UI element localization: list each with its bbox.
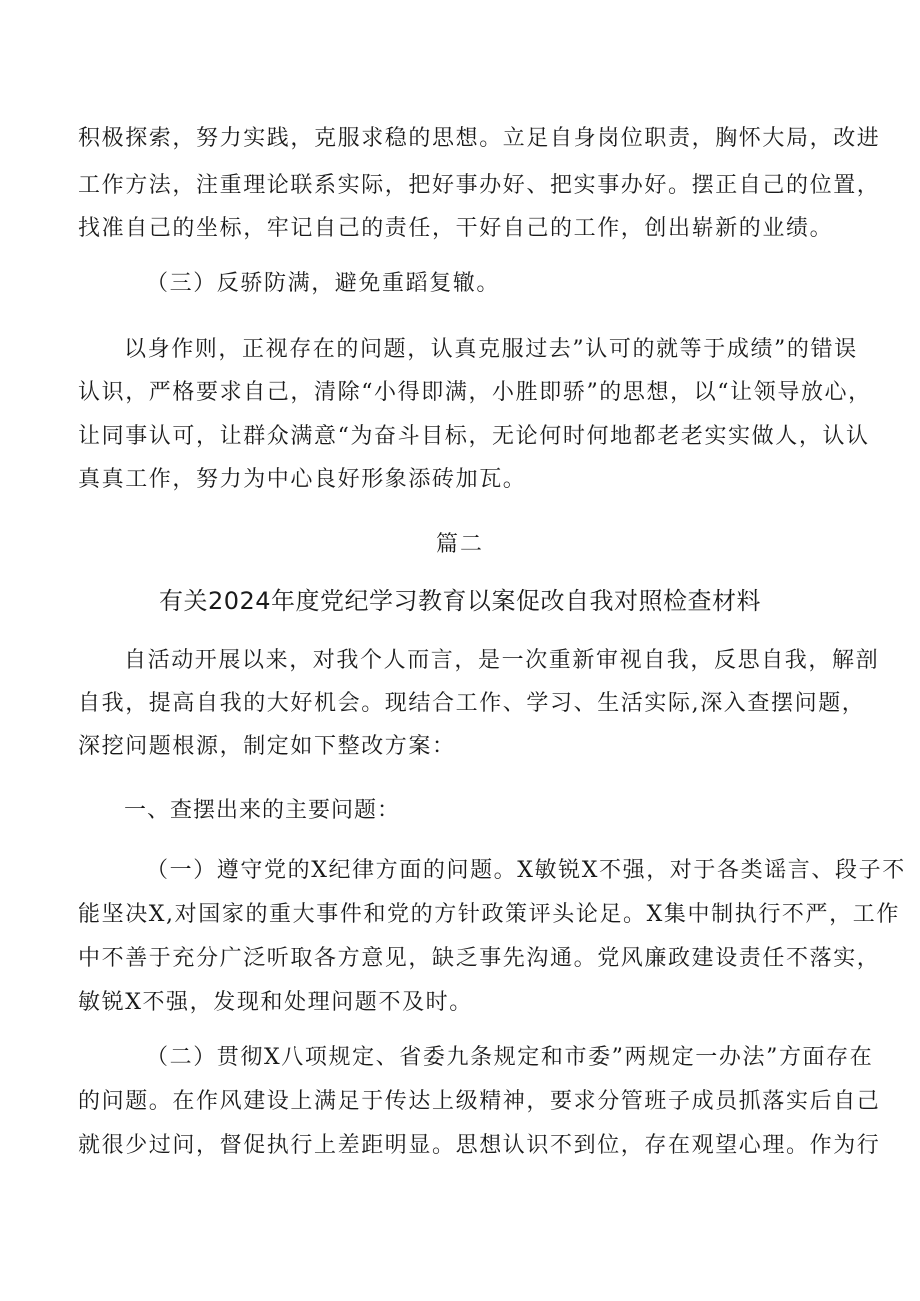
document-title: 有关2024年度党纪学习教育以案促改自我对照检查材料: [158, 587, 762, 615]
intro-paragraph-line-1: 自活动开展以来，对我个人而言，是一次重新审视自我，反思自我，解剖: [124, 648, 880, 673]
item-one-line-4: 敏锐X不强，发现和处理问题不及时。: [78, 990, 473, 1015]
sub-heading-three: （三）反骄防满，避免重蹈复辙。: [146, 271, 501, 296]
intro-paragraph-line-2: 自我，提高自我的大好机会。现结合工作、学习、生活实际,深入查摆问题，: [78, 691, 866, 716]
continued-paragraph-line-2: 工作方法，注重理论联系实际，把好事办好、把实事办好。摆正自己的位置，: [78, 173, 881, 198]
paragraph-three-line-2: 认识，严格要求自己，清除“小得即满，小胜即骄”的思想，以“让领导放心，: [78, 380, 872, 405]
section-heading-one: 一、查摆出来的主要问题：: [124, 798, 401, 823]
item-two-line-3: 就很少过问，督促执行上差距明显。思想认识不到位，存在观望心理。作为行: [78, 1133, 881, 1158]
paragraph-three-line-1: 以身作则，正视存在的问题，认真克服过去”认可的就等于成绩”的错误: [124, 337, 858, 362]
chapter-label: 篇二: [435, 532, 484, 557]
continued-paragraph-line-3: 找准自己的坐标，牢记自己的责任，干好自己的工作，创出崭新的业绩。: [78, 216, 834, 241]
item-two-line-2: 的问题。在作风建设上满足于传达上级精神，要求分管班子成员抓落实后自己: [78, 1089, 881, 1114]
continued-paragraph-line-1: 积极探索，努力实践，克服求稳的思想。立足自身岗位职责，胸怀大局，改进: [78, 126, 881, 151]
item-two-line-1: （二）贯彻X八项规定、省委九条规定和市委”两规定一办法”方面存在: [146, 1045, 874, 1070]
paragraph-three-line-4: 真真工作，努力为中心良好形象添砖加瓦。: [78, 467, 527, 492]
item-one-line-3: 中不善于充分广泛听取各方意见，缺乏事先沟通。党风廉政建设责任不落实，: [78, 946, 881, 971]
item-one-line-2: 能坚决X,对国家的重大事件和党的方针政策评头论足。X集中制执行不严，工作: [78, 902, 900, 927]
intro-paragraph-line-3: 深挖问题根源，制定如下整改方案：: [78, 734, 456, 759]
item-one-line-1: （一）遵守党的X纪律方面的问题。X敏锐X不强，对于各类谣言、段子不: [146, 858, 906, 883]
paragraph-three-line-3: 让同事认可，让群众满意“为奋斗目标，无论何时何地都老老实实做人，认认: [78, 424, 870, 449]
